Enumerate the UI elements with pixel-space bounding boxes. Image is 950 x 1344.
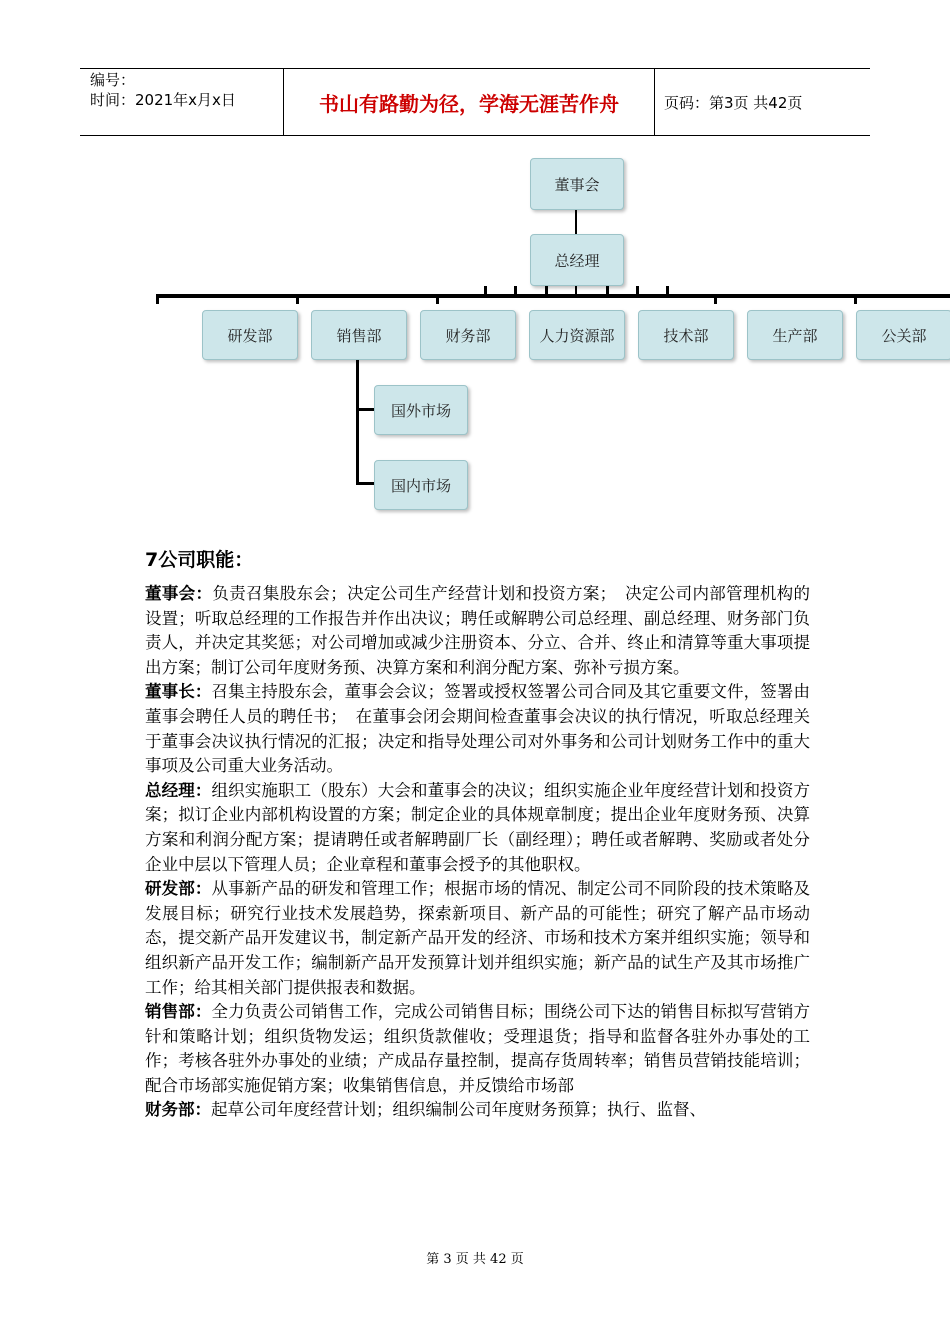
paragraph-text: 起草公司年度经营计划；组织编制公司年度财务预算；执行、监督、: [211, 1100, 706, 1120]
connector-board-gm: [575, 208, 577, 234]
bus-tick: [714, 294, 717, 304]
bus-tick: [156, 294, 159, 304]
paragraph-text: 负责召集股东会；决定公司生产经营计划和投资方案； 决定公司内部管理机构的设置；听取总经理的工作报告并作出决议；聘任或解聘公司总经理、副总经理、财务部门负责人，并决定其奖惩；对公司增加或减少注册资本、分立、合并、终止和清算等重大事项提出方案；制订公司年度财务预、决算方案和利润分配方案、弥补亏损方案。: [145, 584, 811, 677]
paragraph: [145, 779, 810, 877]
org-box-rd: 研发部: [202, 310, 298, 360]
paragraph-text: 召集主持股东会，董事会会议；签署或授权签署公司合同及其它重要文件，签署由董事会聘任人员的聘任书； 在董事会闭会期间检查董事会决议的执行情况，听取总经理关于董事会决议执行情况的汇报；决定和指导处理公司对外事务和公司计划财务工作中的重大事项及公司重大业务活动。: [145, 682, 811, 776]
bus-tick: [545, 286, 548, 296]
section-content: [145, 582, 810, 1123]
connector-sales-sub: [356, 358, 359, 485]
connector-sales-domestic: [356, 482, 374, 485]
org-box-tech: 技术部: [638, 310, 734, 360]
document-time-label: 时间：2021年x月x日: [90, 91, 236, 109]
org-box-general-manager: 总经理: [530, 234, 624, 286]
document-number-label: 编号：: [90, 71, 136, 89]
paragraph-text: 组织实施职工（股东）大会和董事会的决议；组织实施企业年度经营计划和投资方案；拟订企业内部机构设置的方案；制定企业的具体规章制度；提出企业年度财务预、决算方案和利润分配方案；提请聘任或者解聘副厂长（副经理）；聘任或者解聘、奖励或者处分企业中层以下管理人员；企业章程和董事会授予的其他职权。: [145, 780, 811, 874]
bus-tick: [436, 294, 439, 304]
paragraph: [145, 680, 810, 778]
paragraph-head: 总经理：: [145, 780, 212, 800]
bus-tick: [484, 286, 487, 296]
paragraph-head: 董事长：: [145, 682, 212, 702]
paragraph: [145, 877, 810, 1000]
org-box-foreign-market: 国外市场: [374, 385, 468, 435]
paragraph: [145, 1098, 810, 1123]
paragraph: [145, 1000, 810, 1098]
bus-tick: [514, 286, 517, 296]
page-footer: 第 3 页 共 42 页: [426, 1252, 524, 1267]
paragraph: [145, 582, 810, 680]
org-box-domestic-market: 国内市场: [374, 460, 468, 510]
paragraph-head: 研发部：: [145, 879, 212, 899]
section-title: 7公司职能：: [145, 549, 254, 571]
org-box-finance: 财务部: [420, 310, 516, 360]
org-box-board: 董事会: [530, 158, 624, 210]
org-box-production: 生产部: [747, 310, 843, 360]
paragraph-head: 销售部：: [145, 1002, 212, 1022]
bus-tick: [854, 294, 857, 304]
bus-tick: [296, 294, 299, 304]
header-page-info: 页码：第3页 共42页: [664, 94, 803, 112]
bus-tick: [666, 286, 669, 296]
header-meta: [90, 70, 236, 110]
org-box-sales: 销售部: [311, 310, 407, 360]
paragraph-head: 财务部：: [145, 1100, 211, 1120]
paragraph-text: 从事新产品的研发和管理工作；根据市场的情况、制定公司不同阶段的技术策略及发展目标；研究行业技术发展趋势，探索新项目、新产品的可能性；研究了解产品市场动态，提交新产品开发建议书，制定新产品开发的经济、市场和技术方案并组织实施；领导和组织新产品开发工作；编制新产品开发预算计划并组织实施；新产品的试生产及其市场推广工作；给其相关部门提供报表和数据。: [145, 879, 811, 997]
org-horizontal-bus: [156, 294, 950, 298]
paragraph-text: 全力负责公司销售工作，完成公司销售目标；围绕公司下达的销售目标拟写营销方针和策略计划；组织货物发运；组织货款催收；受理退货；指导和监督各驻外办事处的工作；考核各驻外办事处的业绩；产成品存量控制，提高存货周转率；销售员营销技能培训；配合市场部实施促销方案；收集销售信息，并反馈给市场部: [145, 1002, 811, 1095]
connector-sales-foreign: [356, 408, 374, 411]
bus-tick: [606, 286, 609, 296]
bus-tick: [636, 286, 639, 296]
org-box-hr: 人力资源部: [529, 310, 625, 360]
org-box-pr: 公关部: [856, 310, 950, 360]
paragraph-head: 董事会：: [145, 584, 213, 603]
header-motto: 书山有路勤为径，学海无涯苦作舟: [319, 91, 619, 116]
header-divider: [654, 68, 655, 136]
